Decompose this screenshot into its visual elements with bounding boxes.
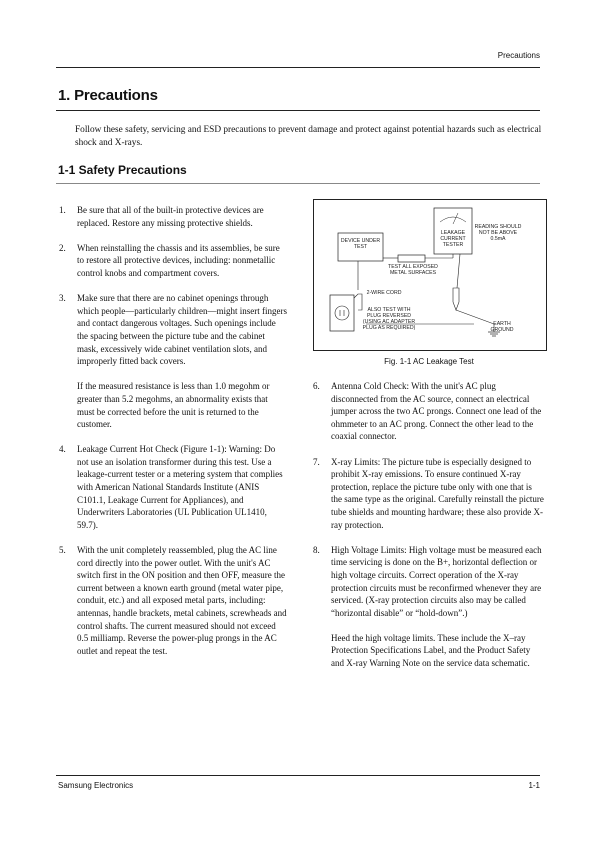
item-extra-text: If the measured resistance is less than 1.0 megohm or greater than 5.2 megohms, an abnormality exists that must be corrected before the unit is returned to the customer. <box>77 381 270 430</box>
figure-caption: Fig. 1-1 AC Leakage Test <box>384 357 474 366</box>
item-extra-text: Heed the high voltage limits. These include the X–ray Protection Specifications Label, and the Product Safety and X-ray Warning Note on the service data schematic. <box>331 632 531 669</box>
page-title: 1. Precautions <box>58 87 158 104</box>
section-rule <box>56 183 540 184</box>
item-text: When reinstalling the chassis and its assemblies, be sure to restore all protective devices, including: nonmetallic control knobs and compartment covers. <box>77 242 280 278</box>
item-text: Make sure that there are no cabinet openings through which people—particularly children—might insert fingers and contact dangerous voltages. Such openings include the spacing between the picture tube and the cabinet mask, excessively wide cabinet ventilation slots, and improperly fitted back covers. <box>77 293 287 367</box>
list-item: 3. Make sure that there are no cabinet openings through which people—particularly children—might insert fingers and contact dangerous voltages. Such openings include the spacing between the picture tube and the cabinet mask, excessively wide cabinet ventilation slots, and improperly fitted back covers. If the measured resistance is less than 1.0 megohm or greater than 5.2 megohms, an abnormality exists that must be corrected before the unit is returned to the customer. <box>59 293 287 430</box>
label-ground: EARTH GROUND <box>490 321 514 333</box>
leakage-test-diagram <box>313 199 547 351</box>
list-item: 4. Leakage Current Hot Check (Figure 1-1): Warning: Do not use an isolation transformer during this test. Use a leakage-current tester or a metering system that complies with American National Standards Institute (ANIS C101.1, Leakage Current for Appliances), and Underwriters Laboratories (UL Publication UL1410, 59.7). <box>59 443 287 531</box>
left-column <box>59 204 287 670</box>
item-text: High Voltage Limits: High voltage must be measured each time servicing is done on the B+, horizontal deflection or high voltage circuits. Correct operation of the X-ray protection circuits must be reconfirmed whenever they are serviced. (X-ray protection circuits also may be called “horizontal disable” or “hold-down”.) <box>331 544 542 618</box>
title-rule <box>56 110 540 111</box>
list-item: 5. With the unit completely reassembled, plug the AC line cord directly into the power outlet. With the unit's AC switch first in the ON position and then OFF, measure the current between a known earth ground (metal water pipe, conduit, etc.) and all exposed metal parts, including: antennas, handle brackets, metal cabinets, screwheads and control shafts. The current measured should not exceed 0.5 milliamp. Reverse the power-plug prongs in the AC outlet and repeat the test. <box>59 545 287 656</box>
item-text: With the unit completely reassembled, plug the AC line cord directly into the power outlet. With the unit's AC switch first in the ON position and then OFF, measure the current between a known earth ground (metal water pipe, conduit, etc.) and all exposed metal parts, including: antennas, handle brackets, metal cabinets, screwheads and control shafts. The current measured should not exceed 0.5 milliamp. Reverse the power-plug prongs in the AC outlet and repeat the test. <box>77 545 287 656</box>
label-device: DEVICE UNDER TEST <box>340 238 381 250</box>
label-surfaces: TEST ALL EXPOSED METAL SURFACES <box>388 264 438 276</box>
footer-company: Samsung Electronics <box>58 781 134 790</box>
list-item: 6. Antenna Cold Check: With the unit's AC plug disconnected from the AC source, connect an electrical jumper across the two AC prongs. Connect one lead of the ohmmeter to an AC prong. Connect the other lead to the coaxial connector. <box>313 380 545 443</box>
item-text: X-ray Limits: The picture tube is especially designed to prohibit X-ray emissions. To ensure continued X-ray protection, replace the picture tube only with one that is the same type as the original. Carefully reinstall the picture tube shields and mounting hardware; these also provide X-ray protection. <box>331 456 544 530</box>
label-tester: LEAKAGE CURRENT TESTER <box>440 230 466 248</box>
list-item: 1. Be sure that all of the built-in protective devices are replaced. Restore any missing protective shields. <box>59 204 287 229</box>
label-cord: 2-WIRE CORD <box>366 290 402 296</box>
list-item: 8. High Voltage Limits: High voltage must be measured each time servicing is done on the B+, horizontal deflection or high voltage circuits. Correct operation of the X-ray protection circuits must be reconfirmed whenever they are serviced. (X-ray protection circuits also may be called “horizontal disable” or “hold-down”.) Heed the high voltage limits. These include the X–ray Protection Specifications Label, and the Product Safety and X-ray Warning Note on the service data schematic. <box>313 544 545 670</box>
item-text: Antenna Cold Check: With the unit's AC plug disconnected from the AC source, connect an electrical jumper across the two AC prongs. Connect one lead of the ohmmeter to an AC prong. Connect the other lead to the coaxial connector. <box>331 381 542 442</box>
list-item: 2. When reinstalling the chassis and its assemblies, be sure to restore all protective devices, including: nonmetallic control knobs and compartment covers. <box>59 242 287 280</box>
item-text: Be sure that all of the built-in protective devices are replaced. Restore any missing protective shields. <box>77 205 264 228</box>
label-reversed: ALSO TEST WITH PLUG REVERSED (USING AC ADAPTER PLUG AS REQUIRED) <box>362 307 416 331</box>
page-number: 1-1 <box>528 781 540 790</box>
list-item: 7. X-ray Limits: The picture tube is especially designed to prohibit X-ray emissions. To ensure continued X-ray protection, replace the picture tube only with one that is the same type as the original. Carefully reinstall the picture tube shields and mounting hardware; these also provide X-ray protection. <box>313 456 544 530</box>
header-rule <box>56 67 540 68</box>
footer-rule <box>56 775 540 776</box>
item-text: Leakage Current Hot Check (Figure 1-1): Warning: Do not use an isolation transformer during this test. Use a leakage-current tester or a metering system that complies with American National Standards Institute (ANIS C101.1, Leakage Current for Appliances), and Underwriters Laboratories (UL Publication UL1410, 59.7). <box>77 444 283 530</box>
label-reading: READING SHOULD NOT BE ABOVE 0.5mA <box>474 224 522 242</box>
intro-paragraph: Follow these safety, servicing and ESD precautions to prevent damage and protect against potential hazards such as electrical shock and X-rays. <box>75 125 542 148</box>
running-header: Precautions <box>497 51 540 60</box>
right-column <box>313 380 545 682</box>
section-title: 1-1 Safety Precautions <box>58 163 187 177</box>
